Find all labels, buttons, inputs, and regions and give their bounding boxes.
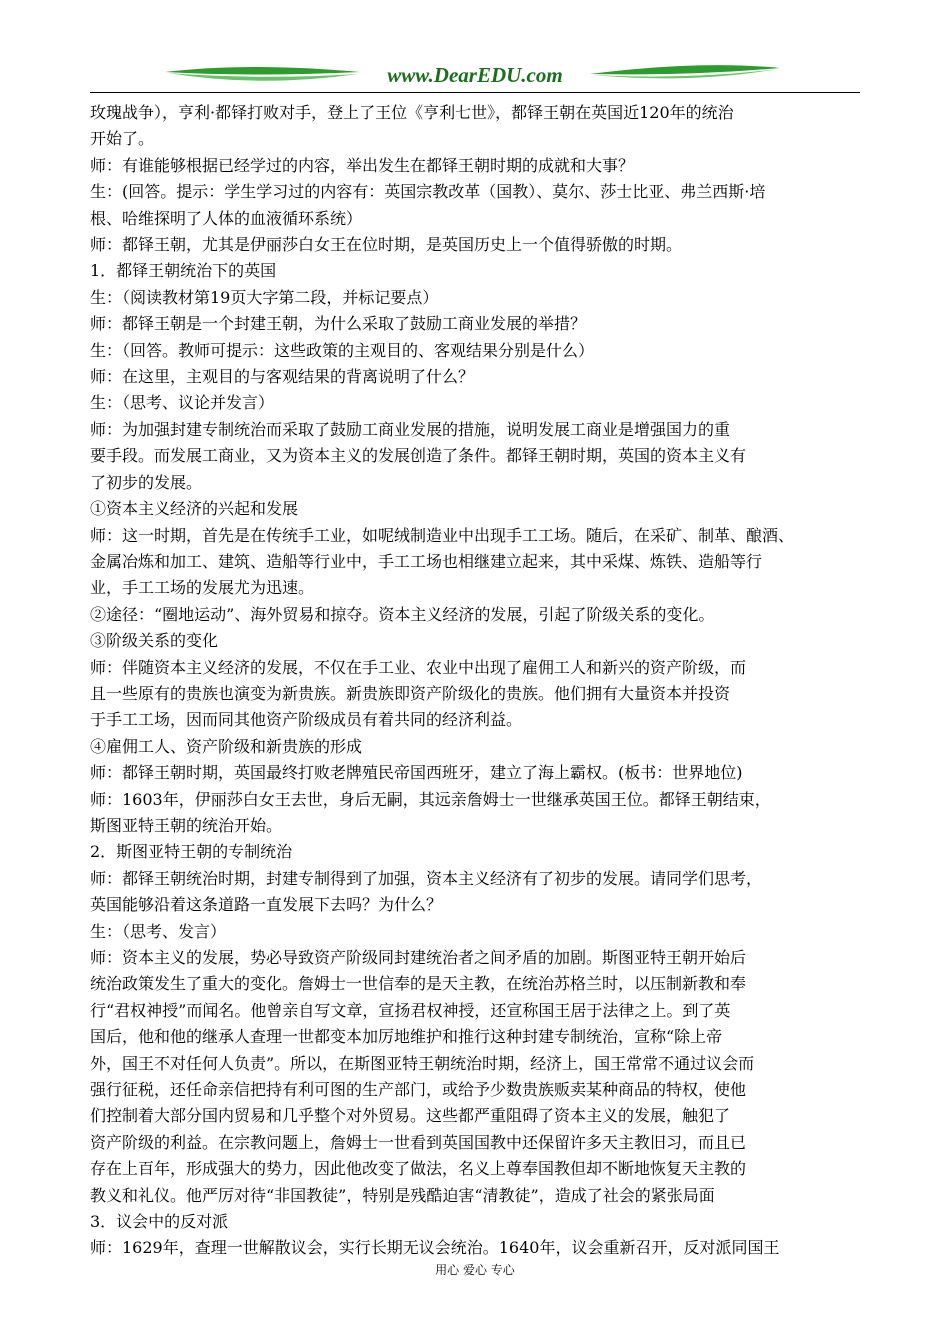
text-line: 行“君权神授”而闻名。他曾亲自写文章，宣扬君权神授，还宣称国王居于法律之上。到了英 <box>90 1000 731 1020</box>
page-footer: 用心 爱心 专心 <box>435 1263 515 1277</box>
text-line: 玫瑰战争），亨利·都铎打败对手，登上了王位《亨利七世》，都铎王朝在英国近120年的统治 <box>90 103 734 122</box>
text-line: 斯图亚特王朝的统治开始。 <box>90 815 283 835</box>
right-swoosh-icon <box>590 65 780 74</box>
text-line: ③阶级关系的变化 <box>90 631 219 651</box>
text-line: 要手段。而发展工商业，又为资本主义的发展创造了条件。都铎王朝时期，英国的资本主义有 <box>90 446 747 466</box>
text-line: 教义和礼仪。他严厉对待“非国教徒”，特别是残酷迫害“清教徒”，造成了社会的紧张局面 <box>90 1185 715 1205</box>
text-line: 师：都铎王朝时期，英国最终打败老牌殖民帝国西班牙，建立了海上霸权。(板书：世界地位) <box>90 763 743 783</box>
text-line: 师：都铎王朝统治时期，封建专制得到了加强，资本主义经济有了初步的发展。请同学们思考， <box>90 868 763 888</box>
text-line: 金属冶炼和加工、建筑、造船等行业中，手工工场也相继建立起来，其中采煤、炼铁、造船等行 <box>90 551 763 571</box>
header-divider <box>90 92 860 93</box>
text-line: 了初步的发展。 <box>90 472 203 492</box>
text-line: 业，手工工场的发展尤为迅速。 <box>90 578 315 598</box>
text-line: 2．斯图亚特王朝的专制统治 <box>90 842 293 862</box>
page-header <box>90 58 860 92</box>
text-line: 师：为加强封建专制统治而采取了鼓励工商业发展的措施，说明发展工商业是增强国力的重 <box>90 419 731 439</box>
text-line: 统治政策发生了重大的变化。詹姆士一世信奉的是天主教，在统治苏格兰时，以压制新教和奉 <box>90 974 747 994</box>
text-line: 于手工工场，因而同其他资产阶级成员有着共同的经济利益。 <box>90 710 523 730</box>
text-line: 师：1629年，查理一世解散议会，实行长期无议会统治。1640年，议会重新召开，反对派同国王 <box>90 1238 780 1258</box>
text-line: ①资本主义经济的兴起和发展 <box>90 499 299 519</box>
text-line: 们控制着大部分国内贸易和几乎整个对外贸易。这些都严重阻碍了资本主义的发展，触犯了 <box>90 1106 731 1126</box>
text-line: 师：有谁能够根据已经学过的内容，举出发生在都铎王朝时期的成就和大事？ <box>90 155 635 175</box>
text-line: 根、哈维探明了人体的血液循环系统） <box>90 208 363 228</box>
text-line: 师：1603年，伊丽莎白女王去世，身后无嗣，其远亲詹姆士一世继承英国王位。都铎王朝结束， <box>90 789 771 809</box>
text-line: 开始了。 <box>90 129 155 149</box>
text-line: 师：这一时期，首先是在传统手工业，如呢绒制造业中出现手工工场。随后，在采矿、制革、酿酒、 <box>90 525 795 545</box>
document-body <box>90 100 865 1262</box>
text-line: 师：在这里，主观目的与客观结果的背离说明了什么？ <box>90 367 475 387</box>
site-logo-text: www.DearEDU.com <box>387 63 563 87</box>
text-line: 存在上百年，形成强大的势力，因此他改变了做法，名义上尊奉国教但却不断地恢复天主教的 <box>90 1159 747 1179</box>
text-line: 师：都铎王朝，尤其是伊丽莎白女王在位时期，是英国历史上一个值得骄傲的时期。 <box>90 235 683 255</box>
left-swoosh-icon <box>165 67 360 75</box>
text-line: 师：资本主义的发展，势必导致资产阶级同封建统治者之间矛盾的加剧。斯图亚特王朝开始后 <box>90 948 747 967</box>
text-line: 生：（回答。教师可提示：这些政策的主观目的、客观结果分别是什么） <box>90 340 595 360</box>
text-line: 师：都铎王朝是一个封建王朝，为什么采取了鼓励工商业发展的举措？ <box>90 314 587 334</box>
text-line: 生：（思考、议论并发言） <box>90 393 275 413</box>
text-line: 且一些原有的贵族也演变为新贵族。新贵族即资产阶级化的贵族。他们拥有大量资本并投资 <box>90 683 731 703</box>
text-line: 生：（阅读教材第19页大字第二段，并标记要点） <box>90 287 439 307</box>
text-line: ②途径：“圈地运动”、海外贸易和掠夺。资本主义经济的发展，引起了阶级关系的变化。 <box>90 604 715 624</box>
text-line: 3．议会中的反对派 <box>90 1212 229 1232</box>
text-line: 国后，他和他的继承人查理一世都变本加厉地维护和推行这种封建专制统治，宣称“除上帝 <box>90 1027 723 1047</box>
text-line: 英国能够沿着这条道路一直发展下去吗？为什么？ <box>90 895 443 915</box>
text-line: 资产阶级的利益。在宗教问题上，詹姆士一世看到英国国教中还保留许多天主教旧习，而且已 <box>90 1132 747 1152</box>
text-line: 师：伴随资本主义经济的发展，不仅在手工业、农业中出现了雇佣工人和新兴的资产阶级，而 <box>90 657 747 677</box>
text-line: 1．都铎王朝统治下的英国 <box>90 261 277 281</box>
text-line: 强行征税，还任命亲信把持有利可图的生产部门，或给予少数贵族贩卖某种商品的特权，使他 <box>90 1080 747 1100</box>
text-line: 生：（思考、发言） <box>90 921 227 941</box>
text-line: 生：(回答。提示：学生学习过的内容有：英国宗教改革（国教）、莫尔、莎士比亚、弗兰西斯·培 <box>90 182 766 202</box>
site-logo-banner <box>90 58 860 92</box>
text-line: 外，国王不对任何人负责”。所以，在斯图亚特王朝统治时期，经济上，国王常常不通过议会而 <box>90 1053 755 1073</box>
text-line: ④雇佣工人、资产阶级和新贵族的形成 <box>90 736 363 756</box>
